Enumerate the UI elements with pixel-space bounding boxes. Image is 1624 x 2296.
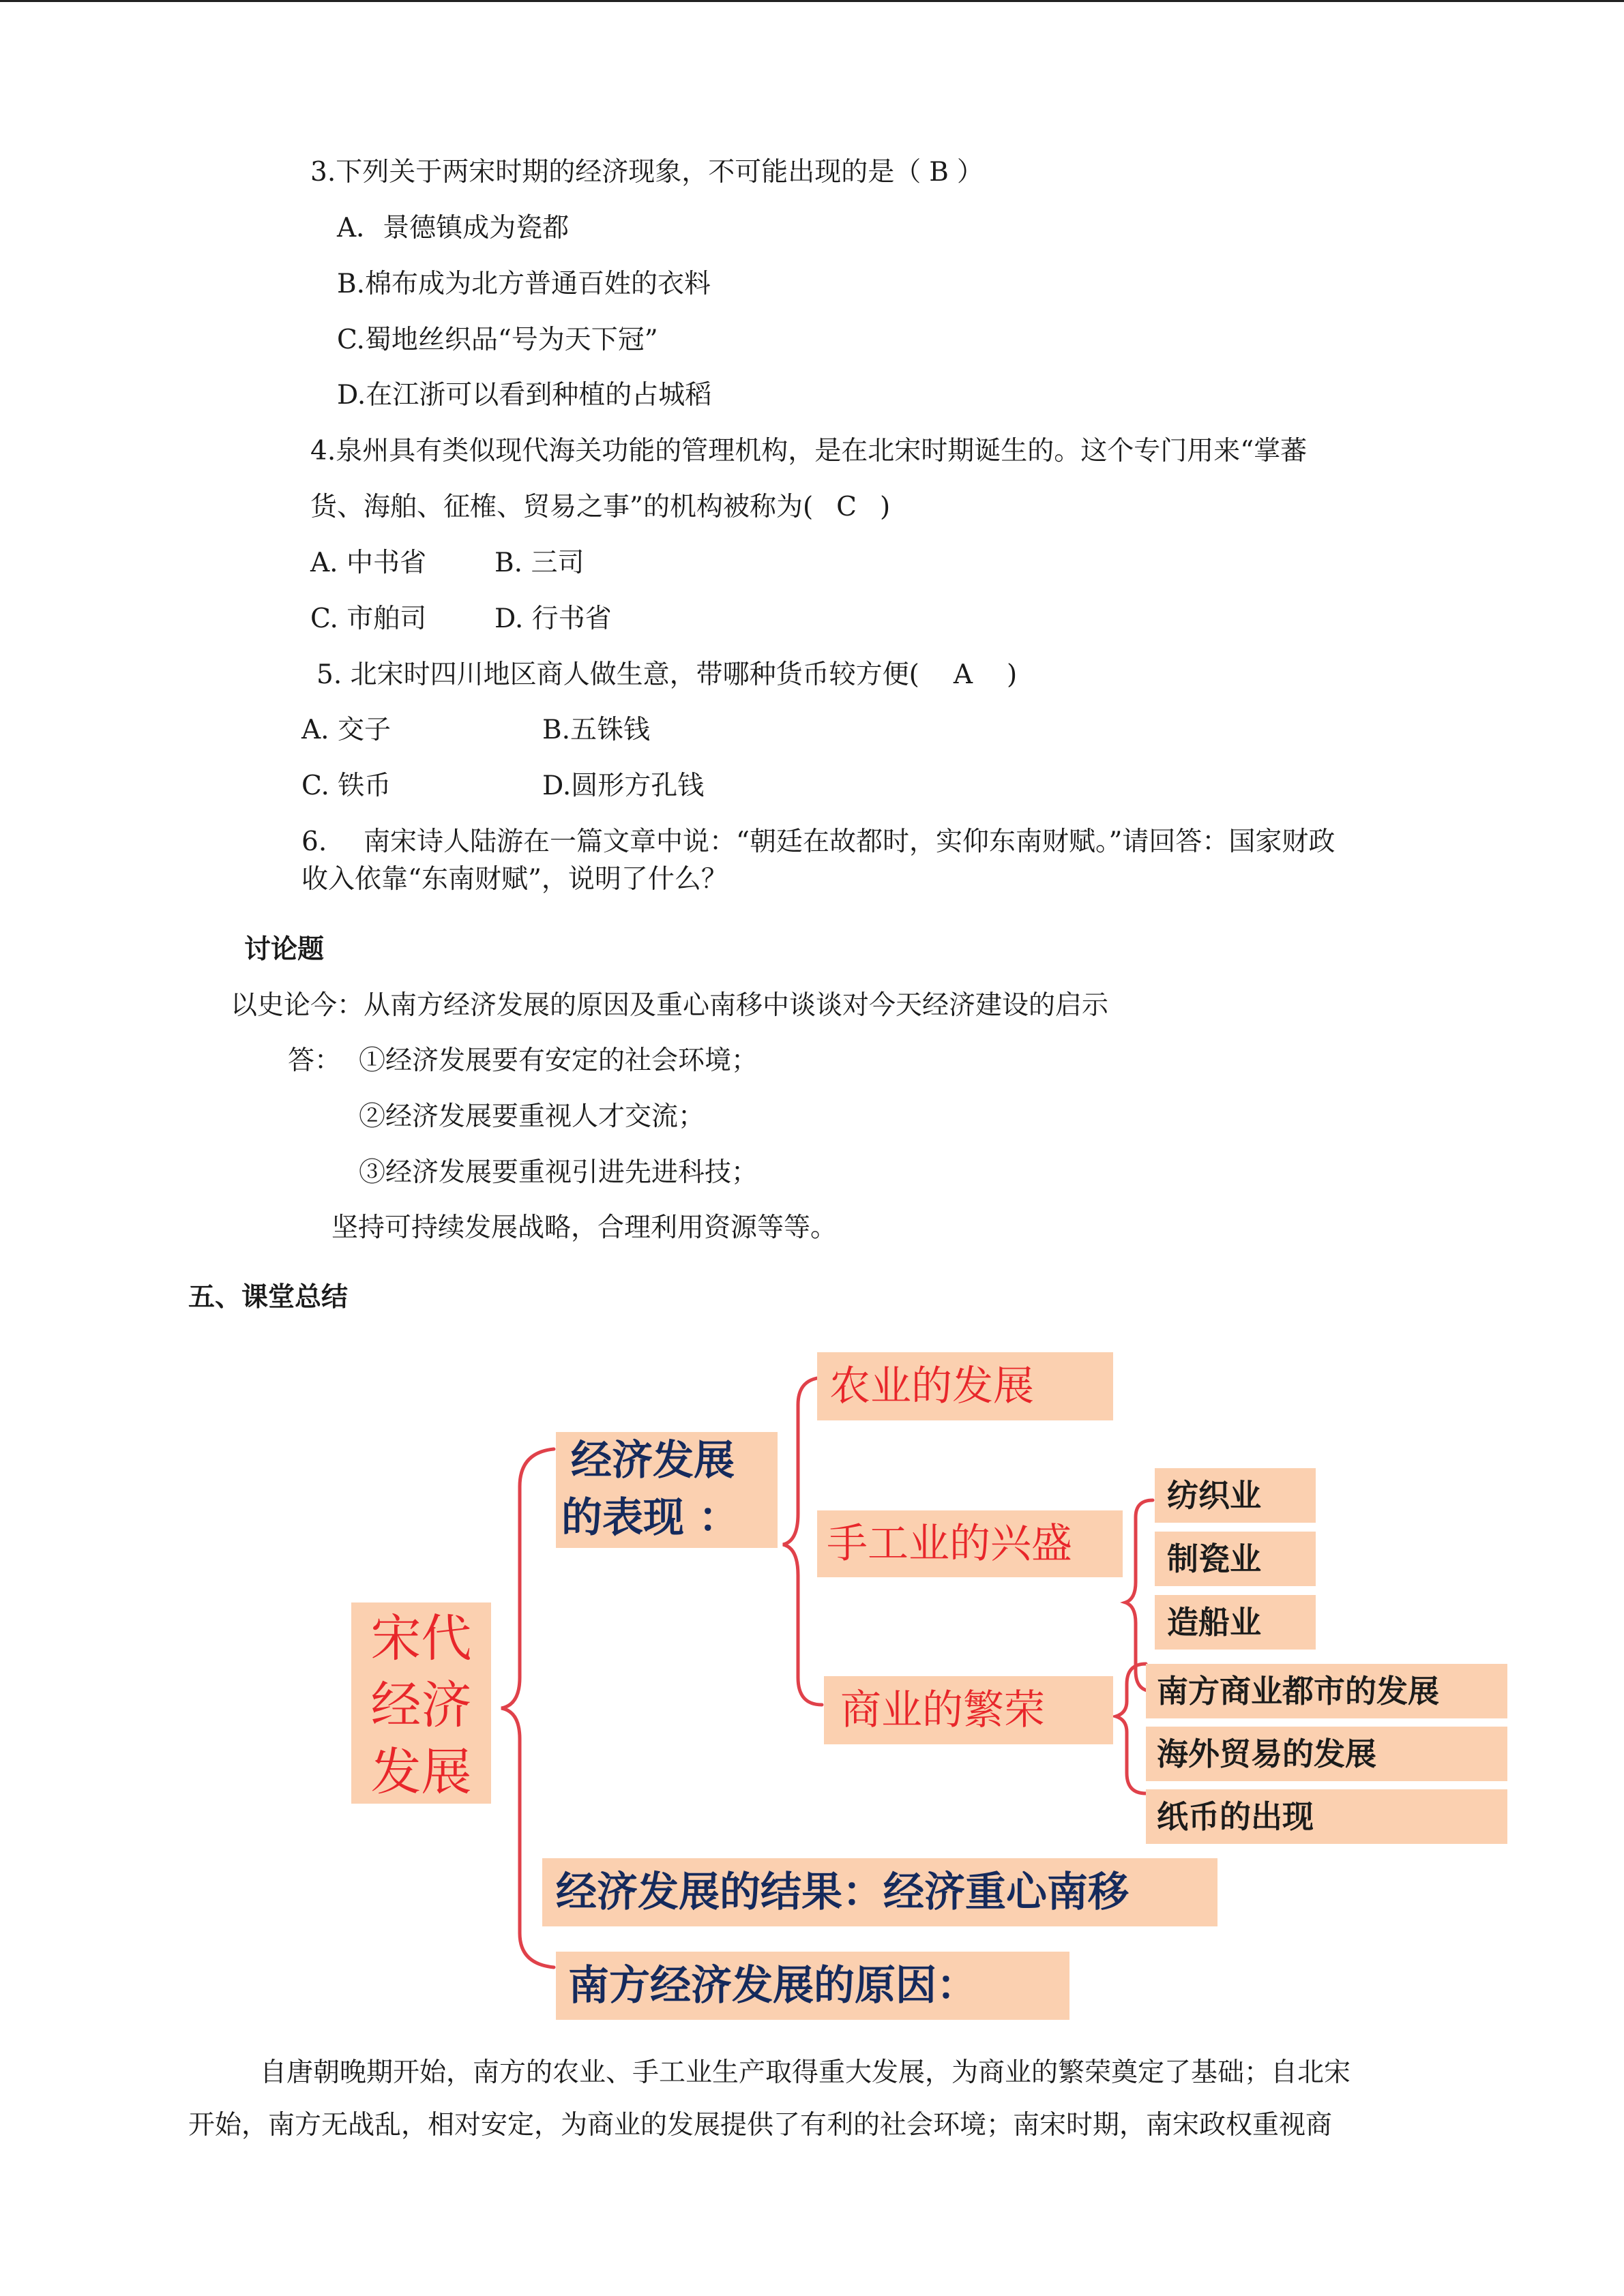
- mindmap-handicraft: 手工业的兴盛: [817, 1510, 1123, 1577]
- mindmap-textile: 纺织业: [1155, 1468, 1316, 1523]
- q5-option-d: D.圆形方孔钱: [542, 771, 705, 801]
- summary-heading: 五、课堂总结: [188, 1282, 349, 1313]
- mindmap-commercial-cities: 南方商业都市的发展: [1146, 1664, 1507, 1718]
- handicraft-bracket: [1125, 1500, 1153, 1691]
- closing-line-1: 自唐朝晚期开始，南方的农业、手工业生产取得重大发展，为商业的繁荣奠定了基础；自北宋: [260, 2057, 1351, 2088]
- q5-stem: 5. 北宋时四川地区商人做生意，带哪种货币较方便( A ): [316, 658, 1017, 692]
- q4-option-d: D. 行书省: [494, 603, 612, 634]
- mindmap-performance: 经济发展 的表现 ：: [556, 1432, 778, 1548]
- q4-stem-line2: 货、海舶、征榷、贸易之事”的机构被称为( C ): [310, 490, 890, 524]
- q3-option-d: D.在江浙可以看到种植的占城稻: [337, 380, 712, 411]
- mindmap-agriculture: 农业的发展: [817, 1352, 1113, 1420]
- mindmap-paper-money: 纸币的出现: [1146, 1789, 1507, 1844]
- q3-answer: B: [929, 157, 949, 188]
- mindmap-root: 宋代 经济 发展: [351, 1602, 491, 1804]
- q3-option-a: A．景德镇成为瓷都: [337, 213, 570, 243]
- discussion-point-3: ③经济发展要重视引进先进科技；: [359, 1157, 758, 1188]
- q5-option-c: C. 铁币: [301, 771, 392, 801]
- q5-answer: A: [953, 659, 973, 690]
- discussion-heading: 讨论题: [244, 934, 325, 965]
- q6-line2: 收入依靠“东南财赋”，说明了什么？: [301, 864, 728, 895]
- q4-option-a: A. 中书省: [310, 548, 426, 578]
- mindmap-overseas-trade: 海外贸易的发展: [1146, 1727, 1507, 1781]
- mindmap-commerce: 商业的繁荣: [824, 1676, 1113, 1744]
- discussion-point-2: ②经济发展要重视人才交流；: [359, 1101, 705, 1132]
- q3-option-b: B.棉布成为北方普通百姓的衣料: [337, 269, 711, 299]
- mindmap-result: 经济发展的结果：经济重心南移: [542, 1858, 1217, 1926]
- q5-option-a: A. 交子: [301, 715, 391, 745]
- q5-option-b: B.五铢钱: [542, 715, 651, 745]
- q3-option-c: C.蜀地丝织品“号为天下冠”: [337, 325, 658, 355]
- mindmap-porcelain: 制瓷业: [1155, 1532, 1316, 1586]
- mindmap-cause: 南方经济发展的原因：: [556, 1952, 1069, 2020]
- q6-number: 6.: [301, 826, 327, 857]
- q4-option-b: B. 三司: [494, 548, 585, 578]
- discussion-point-1: ①经济发展要有安定的社会环境；: [359, 1045, 758, 1076]
- mindmap-shipbuilding: 造船业: [1155, 1595, 1316, 1650]
- discussion-conclusion: 坚持可持续发展战略，合理利用资源等等。: [331, 1212, 838, 1243]
- q4-stem-line1: 4.泉州具有类似现代海关功能的管理机构，是在北宋时期诞生的。这个专门用来“掌蕃: [310, 436, 1308, 466]
- q4-option-c: C. 市舶司: [310, 603, 427, 634]
- q3-stem: 3.下列关于两宋时期的经济现象，不可能出现的是（ B ）: [310, 155, 984, 190]
- q6-line1: 南宋诗人陆游在一篇文章中说：“朝廷在故都时，实仰东南财赋。”请回答：国家财政: [364, 826, 1335, 857]
- closing-line-2: 开始，南方无战乱，相对安定，为商业的发展提供了有利的社会环境；南宋时期，南宋政权重视商: [188, 2110, 1333, 2141]
- discussion-answer-label: 答：: [288, 1045, 342, 1076]
- discussion-prompt: 以史论今：从南方经济发展的原因及重心南移中谈谈对今天经济建设的启示: [231, 990, 1109, 1021]
- q4-answer: C: [836, 492, 857, 522]
- commerce-bracket: [1116, 1664, 1146, 1793]
